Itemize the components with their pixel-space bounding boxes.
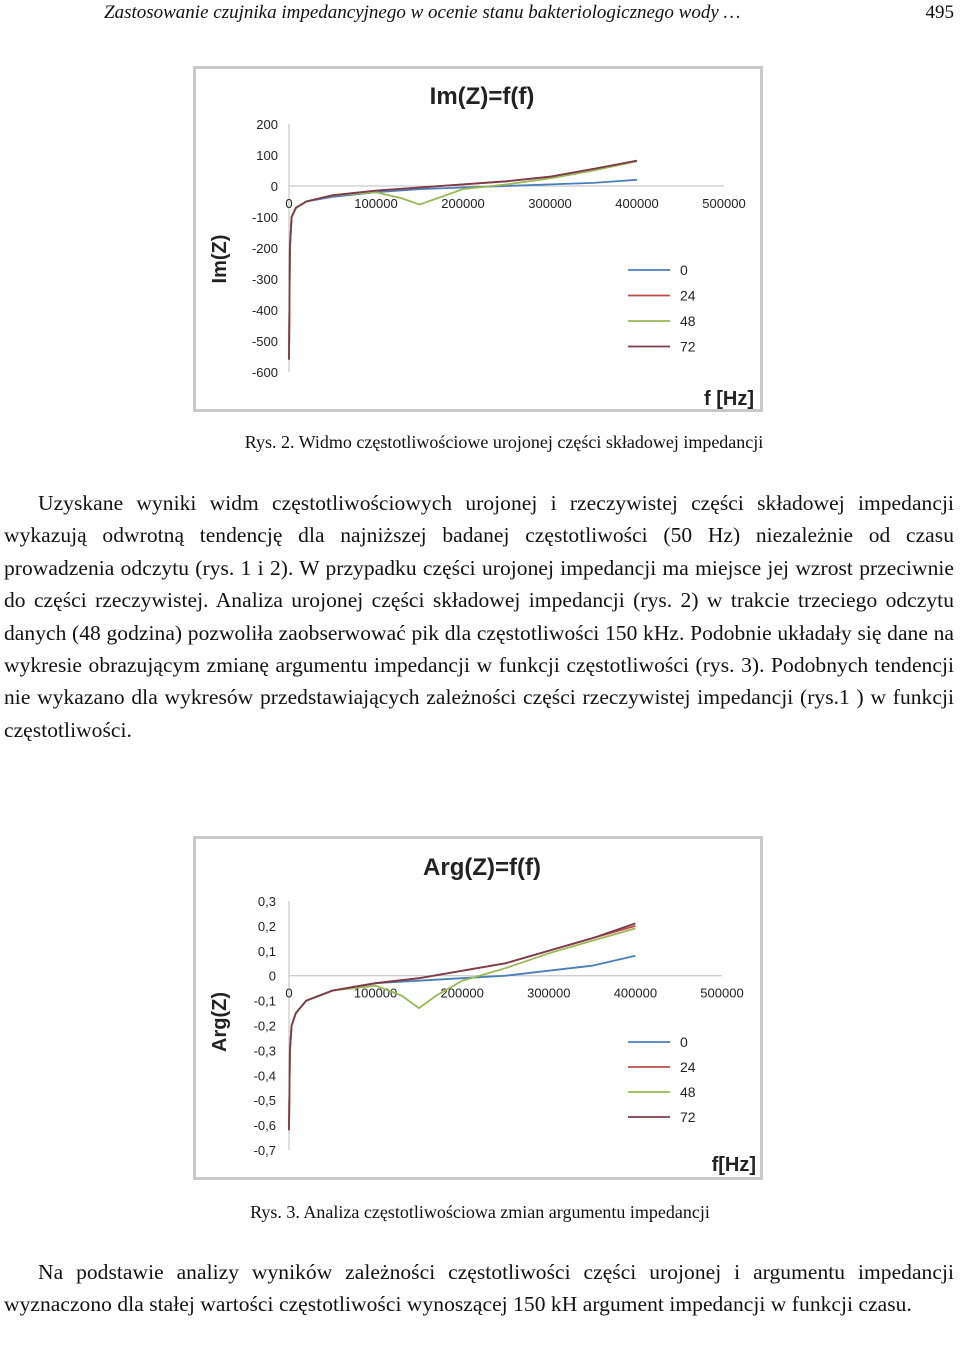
y-tick-label: 0,2 <box>257 918 276 934</box>
body-paragraph-2: Na podstawie analizy wyników zależności częstotliwości części urojonej i argumentu impedancji wyznaczono dla stałej wartości częstotliwości wynoszącej 150 kH argument impedancji w funkcji czasu. <box>4 1260 954 1317</box>
x-tick-label: 0 <box>285 985 293 1001</box>
y-tick-label: -100 <box>251 210 278 225</box>
x-tick-label: 200000 <box>440 985 484 1001</box>
y-tick-label: -0,4 <box>253 1068 276 1084</box>
y-tick-label: -0,3 <box>253 1043 276 1059</box>
series-line-72 <box>289 161 637 360</box>
y-tick-label: 0 <box>270 179 278 194</box>
series-line-24 <box>289 161 637 359</box>
y-tick-label: -400 <box>251 303 278 318</box>
y-tick-label: -500 <box>251 334 278 349</box>
y-axis-label: Arg(Z) <box>209 992 231 1052</box>
x-axis-label: f [Hz] <box>704 388 754 409</box>
y-axis-label: Im(Z) <box>209 234 231 284</box>
y-tick-label: 0,3 <box>257 894 276 909</box>
legend-label: 72 <box>680 1109 696 1125</box>
chart-title: Arg(Z)=f(f) <box>423 854 541 881</box>
y-tick-label: -200 <box>251 241 278 256</box>
figure-1-caption: Rys. 2. Widmo częstotliwościowe urojonej części składowej impedancji <box>244 432 764 452</box>
x-axis-label: f[Hz] <box>711 1154 756 1176</box>
figure-im-z-chart <box>193 66 763 412</box>
running-header <box>0 0 960 26</box>
legend-label: 0 <box>680 262 688 278</box>
legend-label: 72 <box>680 338 696 355</box>
legend-label: 0 <box>680 1034 688 1050</box>
chart-arg-z <box>196 839 760 1177</box>
x-tick-label: 200000 <box>441 196 485 211</box>
series-line-48 <box>289 161 637 359</box>
x-tick-label: 400000 <box>613 985 658 1001</box>
series-line-72 <box>289 923 635 1130</box>
series-line-24 <box>289 926 635 1130</box>
chart-title: Im(Z)=f(f) <box>429 83 535 110</box>
series-line-48 <box>289 928 635 1130</box>
legend-label: 48 <box>680 1084 696 1100</box>
body-paragraph-1: Uzyskane wyniki widm częstotliwościowych urojonej i rzeczywistej części składowej impedancji wykazują odwrotną tendencję dla najniższej badanej częstotliwości (50 Hz) niezależnie od czasu prowadzenia odczytu (rys. 1 i 2). W przypadku części urojonej impedancji ma miejsce jej wzrost przeciwnie do części rzeczywistej. Analiza urojonej części składowej impedancji (rys. 2) w trakcie trzeciego odczytu danych (48 godzina) pozwoliła zaobserwować pik dla częstotliwości 150 kHz. Podobnie układały się dane na wykresie obrazującym zmianę argumentu impedancji w funkcji częstotliwości (rys. 3). Podobnych tendencji nie wykazano dla wykresów przedstawiających zależności części rzeczywistej impedancji (rys.1 ) w funkcji częstotliwości. <box>4 491 954 742</box>
figure-2-caption: Rys. 3. Analiza częstotliwościowa zmian argumentu impedancji <box>250 1202 710 1222</box>
legend-label: 24 <box>680 287 696 304</box>
y-tick-label: 0 <box>268 968 276 984</box>
figure-arg-z-chart <box>193 836 763 1180</box>
header-title: Zastosowanie czujnika impedancyjnego w ocenie stanu bakteriologicznego wody … <box>104 2 741 23</box>
series-line-0 <box>289 956 635 1130</box>
y-tick-label: -0,5 <box>253 1093 276 1109</box>
y-tick-label: -0,6 <box>253 1118 276 1134</box>
y-tick-label: -0,2 <box>253 1018 276 1034</box>
y-tick-label: -0,1 <box>253 993 276 1009</box>
x-tick-label: 100000 <box>353 985 398 1001</box>
chart-im-z <box>196 69 760 409</box>
x-tick-label: 100000 <box>354 196 398 211</box>
page-number: 495 <box>925 2 954 23</box>
y-tick-label: -0,7 <box>253 1143 276 1158</box>
y-tick-label: 100 <box>256 148 278 163</box>
y-tick-label: -300 <box>251 272 278 287</box>
x-tick-label: 300000 <box>528 196 572 211</box>
y-tick-label: 200 <box>256 117 278 132</box>
legend-label: 24 <box>680 1059 696 1075</box>
x-tick-label: 0 <box>285 196 293 211</box>
x-tick-label: 500000 <box>700 985 744 1001</box>
y-tick-label: 0,1 <box>257 943 276 959</box>
x-tick-label: 400000 <box>615 196 659 211</box>
x-tick-label: 300000 <box>527 985 571 1001</box>
legend-label: 48 <box>680 313 696 329</box>
y-tick-label: -600 <box>251 365 278 380</box>
x-tick-label: 500000 <box>702 196 746 211</box>
